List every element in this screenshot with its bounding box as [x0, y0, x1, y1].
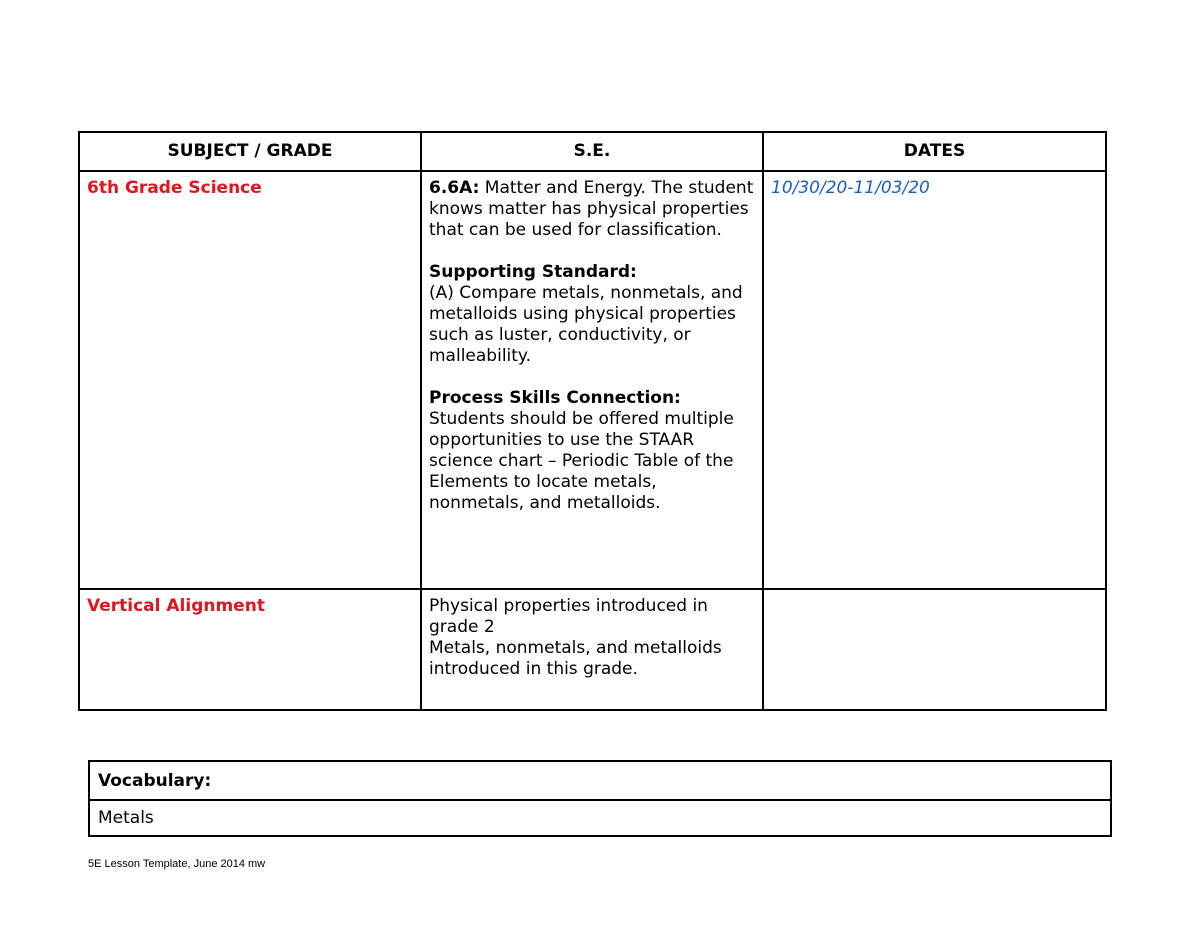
dates-cell	[763, 589, 1106, 710]
vocabulary-value: Metals	[89, 800, 1111, 836]
vocabulary-table	[88, 760, 1112, 837]
header-se: S.E.	[421, 132, 763, 171]
se-cell	[421, 589, 763, 710]
table-row	[79, 171, 1106, 589]
vertical-alignment-label: Vertical Alignment	[87, 596, 265, 616]
process-skills-text: Students should be offered multiple opportunities to use the STAAR science chart – Periodic Table of the Elements to locate metals, nonmetals, and metalloids.	[429, 409, 734, 513]
vertical-alignment-line-1: Physical properties introduced in grade 2	[429, 596, 708, 637]
lesson-table	[78, 131, 1107, 711]
vocabulary-label: Vocabulary:	[89, 761, 1111, 800]
subject-label: 6th Grade Science	[87, 178, 262, 198]
se-cell	[421, 171, 763, 589]
header-row	[79, 132, 1106, 171]
process-skills-label: Process Skills Connection:	[429, 388, 681, 408]
supporting-standard-label: Supporting Standard:	[429, 262, 637, 282]
supporting-standard-text: (A) Compare metals, nonmetals, and metalloids using physical properties such as luster, conductivity, or malleability.	[429, 283, 743, 366]
dates-cell	[763, 171, 1106, 589]
footer-note: 5E Lesson Template, June 2014 mw	[88, 858, 266, 870]
table-row	[79, 589, 1106, 710]
se-text: Matter and Energy. The student knows matter has physical properties that can be used for classification.	[429, 178, 754, 240]
se-code: 6.6A:	[429, 178, 480, 198]
subject-cell	[79, 589, 421, 710]
date-range: 10/30/20-11/03/20	[771, 178, 930, 198]
subject-cell	[79, 171, 421, 589]
se-standard	[429, 178, 755, 241]
header-subject-grade: SUBJECT / GRADE	[79, 132, 421, 171]
header-dates: DATES	[763, 132, 1106, 171]
vertical-alignment-line-2: Metals, nonmetals, and metalloids introduced in this grade.	[429, 638, 722, 679]
